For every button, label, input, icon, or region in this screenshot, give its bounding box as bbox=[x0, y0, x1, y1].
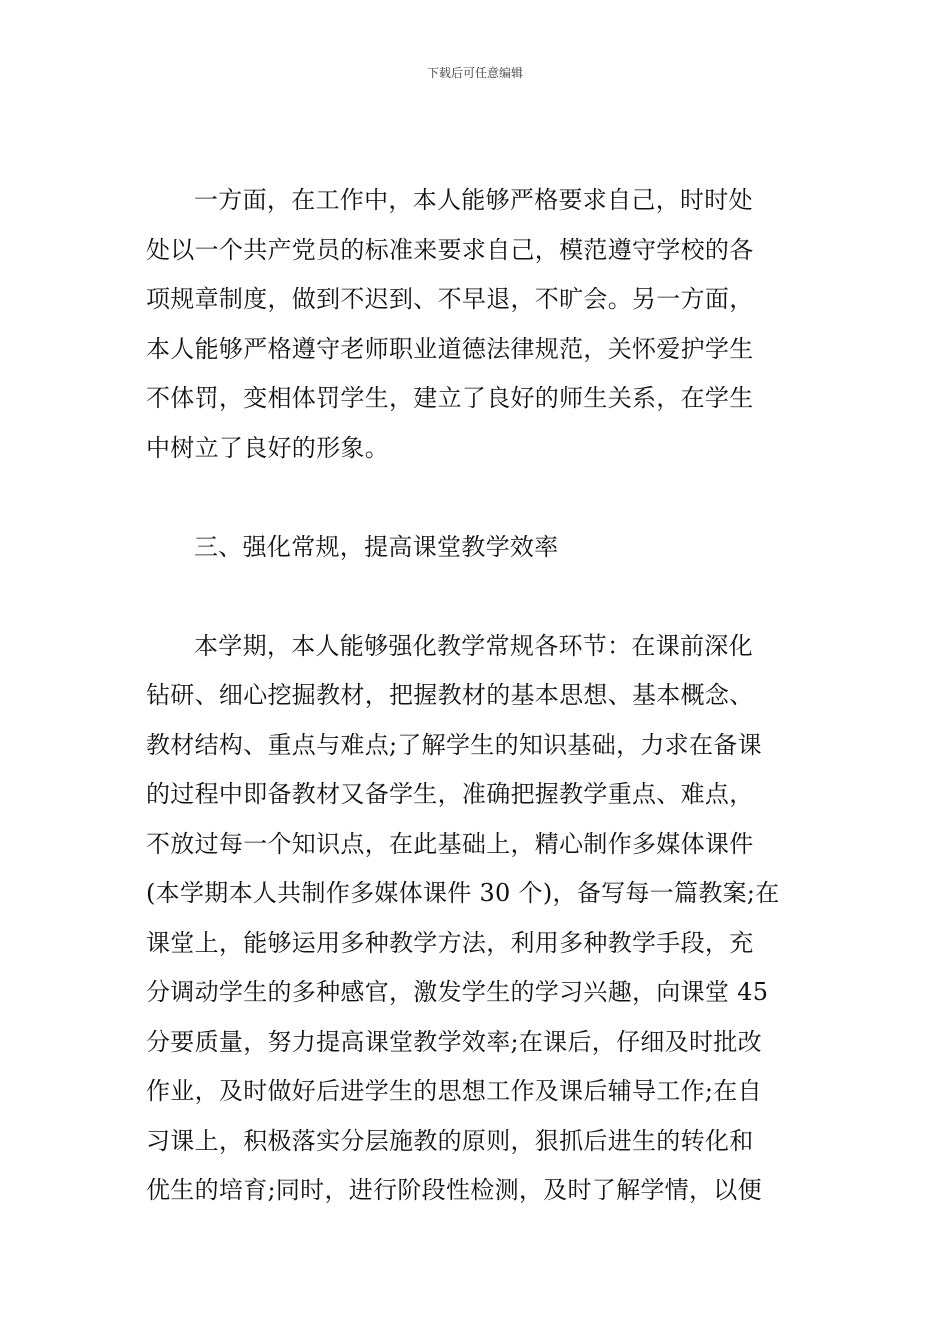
text-line: 作业，及时做好后进学生的思想工作及课后辅导工作;在自 bbox=[146, 1077, 762, 1105]
text-line: 分要质量，努力提高课堂教学效率;在课后，仔细及时批改 bbox=[146, 1027, 762, 1056]
text-line: 一方面，在工作中，本人能够严格要求自己，时时处 bbox=[194, 186, 753, 214]
paragraph-1 bbox=[146, 176, 810, 473]
paragraph-gap bbox=[146, 473, 810, 523]
page-header: 下载后可任意编辑 bbox=[426, 66, 523, 80]
text-line: 本学期，本人能够强化教学常规各环节：在课前深化 bbox=[194, 631, 753, 660]
paragraph-2 bbox=[146, 622, 810, 1216]
text-line: 不体罚，变相体罚学生，建立了良好的师生关系，在学生 bbox=[146, 384, 754, 412]
text-line: 钻研、细心挖掘教材，把握教材的基本思想、基本概念、 bbox=[146, 681, 754, 709]
document-body bbox=[146, 176, 810, 1216]
text-line: (本学期本人共制作多媒体课件 30 个)，备写每一篇教案;在 bbox=[146, 879, 780, 907]
text-line: 不放过每一个知识点，在此基础上，精心制作多媒体课件 bbox=[146, 829, 754, 858]
text-line: 处以一个共产党员的标准来要求自己，模范遵守学校的各 bbox=[146, 235, 754, 264]
text-line: 本人能够严格遵守老师职业道德法律规范，关怀爱护学生 bbox=[146, 334, 754, 363]
text-line: 习课上，积极落实分层施教的原则，狠抓后进生的转化和 bbox=[146, 1126, 754, 1155]
text-line: 教材结构、重点与难点;了解学生的知识基础，力求在备课 bbox=[146, 730, 762, 759]
text-line: 分调动学生的多种感官，激发学生的学习兴趣，向课堂 45 bbox=[146, 978, 769, 1006]
section-heading bbox=[146, 523, 810, 573]
text-line: 优生的培育;同时，进行阶段性检测，及时了解学情，以便 bbox=[146, 1176, 762, 1204]
paragraph-gap bbox=[146, 572, 810, 622]
section-heading-text: 三、强化常规，提高课堂教学效率 bbox=[194, 532, 559, 561]
text-line: 课堂上，能够运用多种教学方法，利用多种教学手段，充 bbox=[146, 928, 754, 957]
text-line: 项规章制度，做到不迟到、不早退，不旷会。另一方面， bbox=[146, 285, 754, 313]
text-line: 的过程中即备教材又备学生，准确把握教学重点、难点， bbox=[146, 780, 754, 808]
text-line: 中树立了良好的形象。 bbox=[146, 433, 389, 462]
